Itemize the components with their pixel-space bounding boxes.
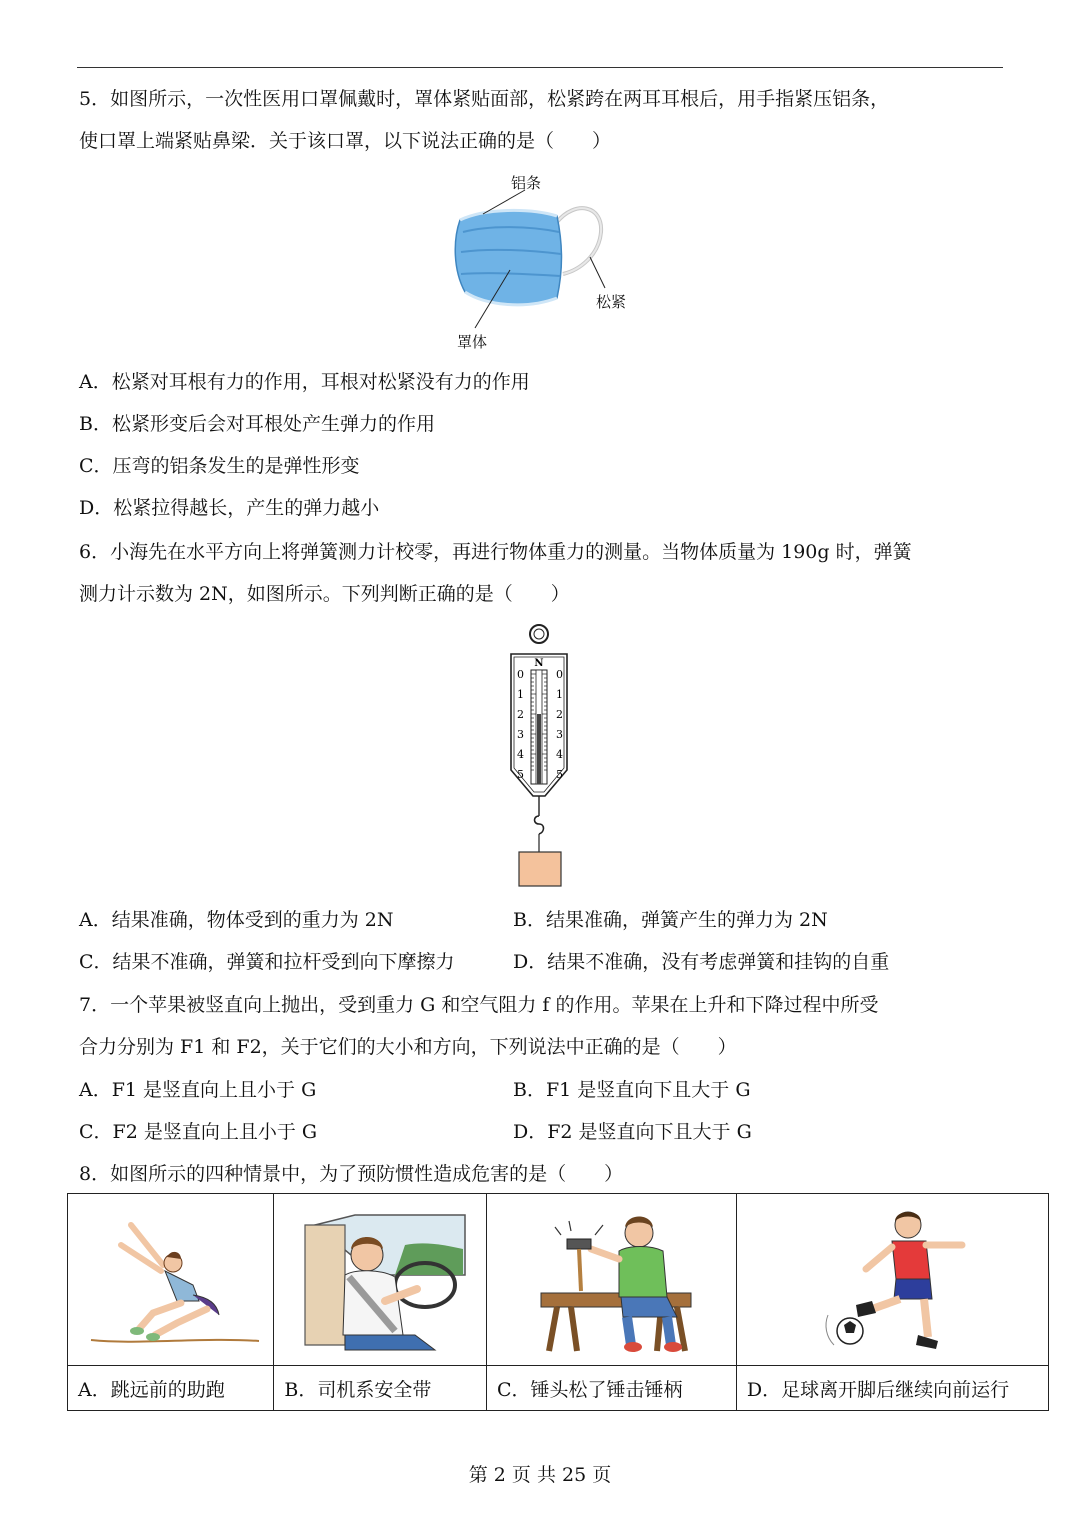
scene-cell-seatbelt: [274, 1194, 487, 1366]
scene-cell-football: [736, 1194, 1048, 1366]
mask-label-strip: 铝条: [511, 174, 542, 192]
q5-option-d: D．松紧拉得越长，产生的弹力越小: [79, 497, 380, 519]
scale-tick-label: 4: [556, 748, 563, 761]
scale-tick-label: 3: [517, 728, 524, 741]
scene-caption-b: B．司机系安全带: [274, 1366, 487, 1411]
q8-stem: 8．如图所示的四种情景中，为了预防惯性造成危害的是（ ）: [79, 1163, 624, 1185]
spring-scale-illustration: [505, 620, 575, 890]
q7-option-b: B．F1 是竖直向下且大于 G: [513, 1079, 751, 1101]
q6-stem-line2: 测力计示数为 2N，如图所示。下列判断正确的是（ ）: [79, 583, 570, 605]
scale-pointer: [537, 714, 541, 784]
scale-tick-label: 5: [517, 768, 524, 781]
long-jump-illustration: [81, 1205, 261, 1355]
q5-stem-line2: 使口罩上端紧贴鼻梁．关于该口罩，以下说法正确的是（ ）: [79, 130, 612, 152]
weight-block: [519, 852, 561, 886]
scale-tick-label: 0: [556, 668, 563, 681]
football-illustration: [792, 1205, 992, 1355]
scale-tick-label: 2: [517, 708, 524, 721]
q7-stem-line2: 合力分别为 F1 和 F2，关于它们的大小和方向，下列说法中正确的是（ ）: [79, 1036, 737, 1058]
page-number: 第 2 页 共 25 页: [468, 1464, 612, 1486]
scene-table: [67, 1193, 1049, 1411]
seatbelt-illustration: [285, 1205, 475, 1355]
q7-option-a: A．F1 是竖直向上且小于 G: [79, 1079, 317, 1101]
q5-option-c: C．压弯的铝条发生的是弹性形变: [79, 455, 360, 477]
hammer-illustration: [511, 1205, 711, 1355]
scale-tick-label: 0: [517, 668, 524, 681]
q6-option-b: B．结果准确，弹簧产生的弹力为 2N: [513, 909, 828, 931]
q6-stem-line1: 6．小海先在水平方向上将弹簧测力计校零，再进行物体重力的测量。当物体质量为 190g 时，弹簧: [79, 541, 912, 563]
scene-caption-c: C．锤头松了锤击锤柄: [486, 1366, 736, 1411]
q7-stem-line1: 7．一个苹果被竖直向上抛出，受到重力 G 和空气阻力 f 的作用。苹果在上升和下降过程中所受: [79, 994, 879, 1016]
mask-label-elastic: 松紧: [596, 293, 627, 311]
q5-stem-line1: 5．如图所示，一次性医用口罩佩戴时，罩体紧贴面部，松紧跨在两耳耳根后，用手指紧压铝条，: [79, 88, 890, 110]
q6-option-c: C．结果不准确，弹簧和拉杆受到向下摩擦力: [79, 951, 455, 973]
scale-tick-label: 2: [556, 708, 563, 721]
scale-unit-label: N: [534, 658, 544, 669]
scale-tick-label: 3: [556, 728, 563, 741]
scale-tick-label: 1: [556, 688, 563, 701]
q6-option-a: A．结果准确，物体受到的重力为 2N: [79, 909, 394, 931]
q5-option-a: A．松紧对耳根有力的作用，耳根对松紧没有力的作用: [79, 371, 530, 393]
spring-scale-figure: [505, 620, 575, 890]
scale-tick-label: 4: [517, 748, 524, 761]
q7-option-c: C．F2 是竖直向上且小于 G: [79, 1121, 318, 1143]
mask-label-body: 罩体: [457, 333, 488, 351]
mask-figure: [445, 170, 645, 355]
q6-option-d: D．结果不准确，没有考虑弹簧和挂钩的自重: [513, 951, 890, 973]
scale-tick-label: 5: [556, 768, 563, 781]
scene-caption-a: A．跳远前的助跑: [68, 1366, 274, 1411]
top-rule: [77, 67, 1003, 68]
scene-cell-hammer: [486, 1194, 736, 1366]
mask-illustration: [445, 170, 645, 355]
scene-cell-long-jump: [68, 1194, 274, 1366]
q5-option-b: B．松紧形变后会对耳根处产生弹力的作用: [79, 413, 435, 435]
scene-caption-d: D．足球离开脚后继续向前运行: [736, 1366, 1048, 1411]
q7-option-d: D．F2 是竖直向下且大于 G: [513, 1121, 752, 1143]
scale-tick-label: 1: [517, 688, 524, 701]
